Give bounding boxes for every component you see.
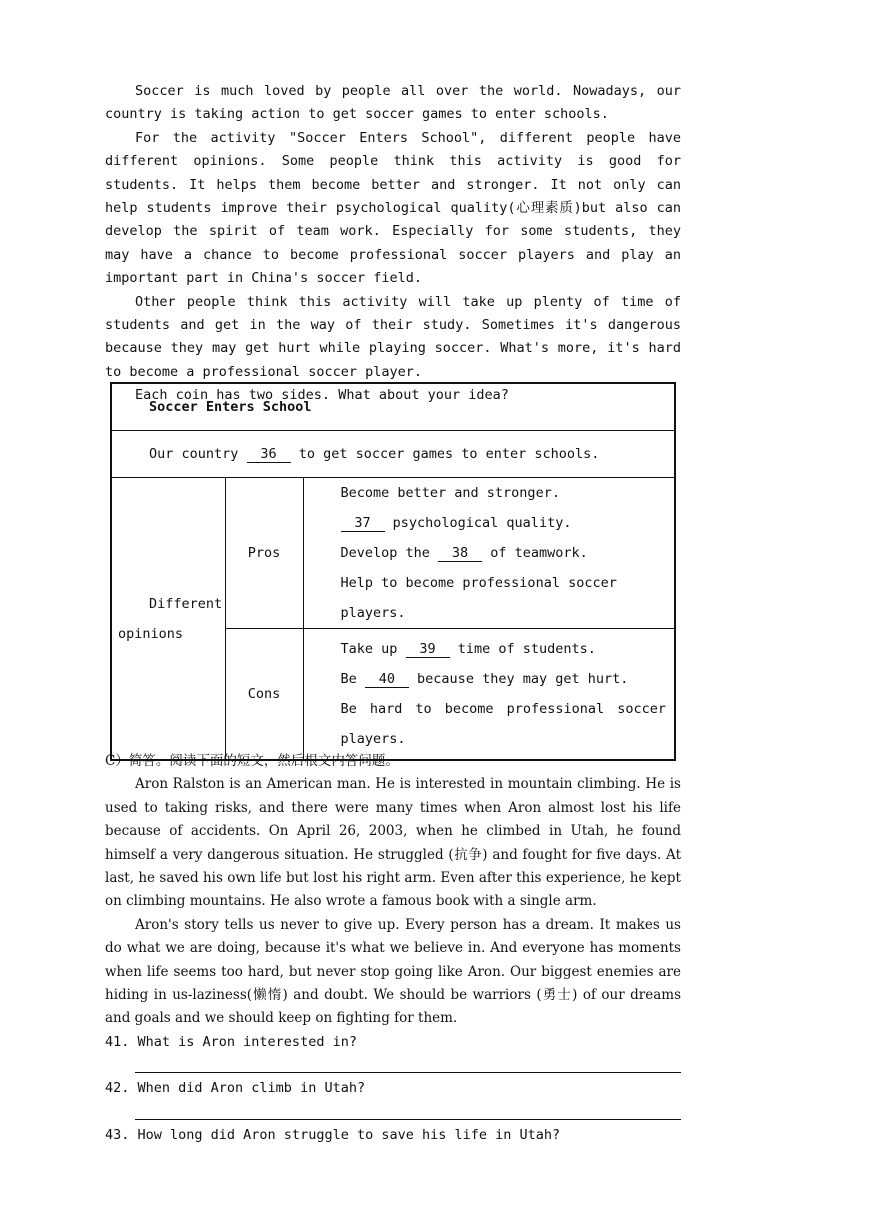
question-43: 43. How long did Aron struggle to save his life in Utah?: [105, 1127, 561, 1143]
question-41: 41. What is Aron interested in?: [105, 1033, 357, 1050]
country-text-pre: Our country: [149, 445, 239, 462]
pros-line-3-pre: Develop the: [340, 545, 430, 561]
passage-b: [105, 80, 681, 408]
pros-line-4: Help to become professional soccer players.: [340, 575, 617, 621]
country-text-post: to get soccer games to enter schools.: [298, 445, 600, 462]
table-title: Soccer Enters School: [111, 383, 675, 431]
pros-line-3-post: of teamwork.: [490, 545, 588, 561]
different-label: Different: [149, 595, 223, 612]
table-country-row: [111, 431, 675, 478]
blank-38: 38: [438, 545, 482, 562]
passage-b-paragraph-1: Soccer is much loved by people all over the world. Nowadays, our country is taking action to get soccer games to enter schools.: [105, 83, 681, 123]
passage-b-paragraph-3: Other people think this activity will take up plenty of time of students and get in the way of their study. Sometimes it's dangerous because they may get hurt while playing soccer. What's more, it's hard to become a professional soccer player.: [105, 293, 681, 380]
passage-b-paragraph-4: Each coin has two sides. What about your idea?: [135, 387, 509, 404]
blank-36: 36: [247, 446, 291, 463]
cons-line-1-pre: Take up: [340, 641, 398, 657]
section-c-paragraph-2: Aron's story tells us never to give up. Every person has a dream. It makes us do what we are doing, because it's what we believe in. And everyone has moments when life seems too hard, but never stop going like Aron. Our biggest enemies are hiding in us-laziness(懒惰) and doubt. We should be warriors (勇士) of our dreams and goals and we should keep on fighting for them.: [105, 916, 681, 1027]
pros-line-3: [341, 538, 675, 568]
question-42: 42. When did Aron climb in Utah?: [105, 1080, 366, 1096]
opinions-label: opinions: [118, 625, 184, 642]
cons-line-2-post: because they may get hurt.: [417, 671, 629, 687]
pros-cell: [303, 478, 675, 629]
blank-40: 40: [365, 671, 409, 688]
passage-b-paragraph-2: For the activity "Soccer Enters School", different people have different opinions. Some people think this activity is good for students. It helps them become better and stronger. It not only can help students improve their psychological quality(心理素质)but also can develop the spirit of team work. Especially for some students, they may have a chance to become professional soccer players and play an important part in China's soccer field.: [105, 129, 681, 287]
answer-line-42[interactable]: [135, 1119, 681, 1120]
blank-37: 37: [341, 515, 385, 532]
pros-line-2: [341, 508, 675, 538]
pros-line-2-text: psychological quality.: [392, 515, 572, 531]
cons-cell: [303, 629, 675, 761]
cons-line-1: [341, 634, 667, 664]
cons-label: Cons: [225, 629, 303, 761]
section-c-paragraph-1: Aron Ralston is an American man. He is interested in mountain climbing. He is used to taking risks, and there were many times when Aron almost lost his life because of accidents. On April 26, 2003, when he climbed in Utah, he found himself a very dangerous situation. He struggled (抗争) and fought for five days. At last, he saved his own life but lost his right arm. Even after this experience, he kept on climbing mountains. He also wrote a famous book with a single arm.: [105, 776, 681, 910]
blank-39: 39: [406, 641, 450, 658]
cons-line-2-pre: Be: [340, 671, 357, 687]
summary-table: [110, 382, 676, 761]
different-opinions-cell: [111, 478, 225, 761]
cons-line-1-post: time of students.: [457, 641, 596, 657]
answer-line-41[interactable]: [135, 1072, 681, 1073]
cons-line-2: [341, 664, 667, 694]
section-c: [105, 750, 681, 1054]
pros-label: Pros: [225, 478, 303, 629]
pros-line-1: Become better and stronger.: [340, 485, 560, 501]
cons-line-3: Be hard to become professional soccer players.: [340, 701, 666, 747]
section-c-heading: C）简答。阅读下面的短文，然后根文内答问题。: [105, 753, 399, 769]
